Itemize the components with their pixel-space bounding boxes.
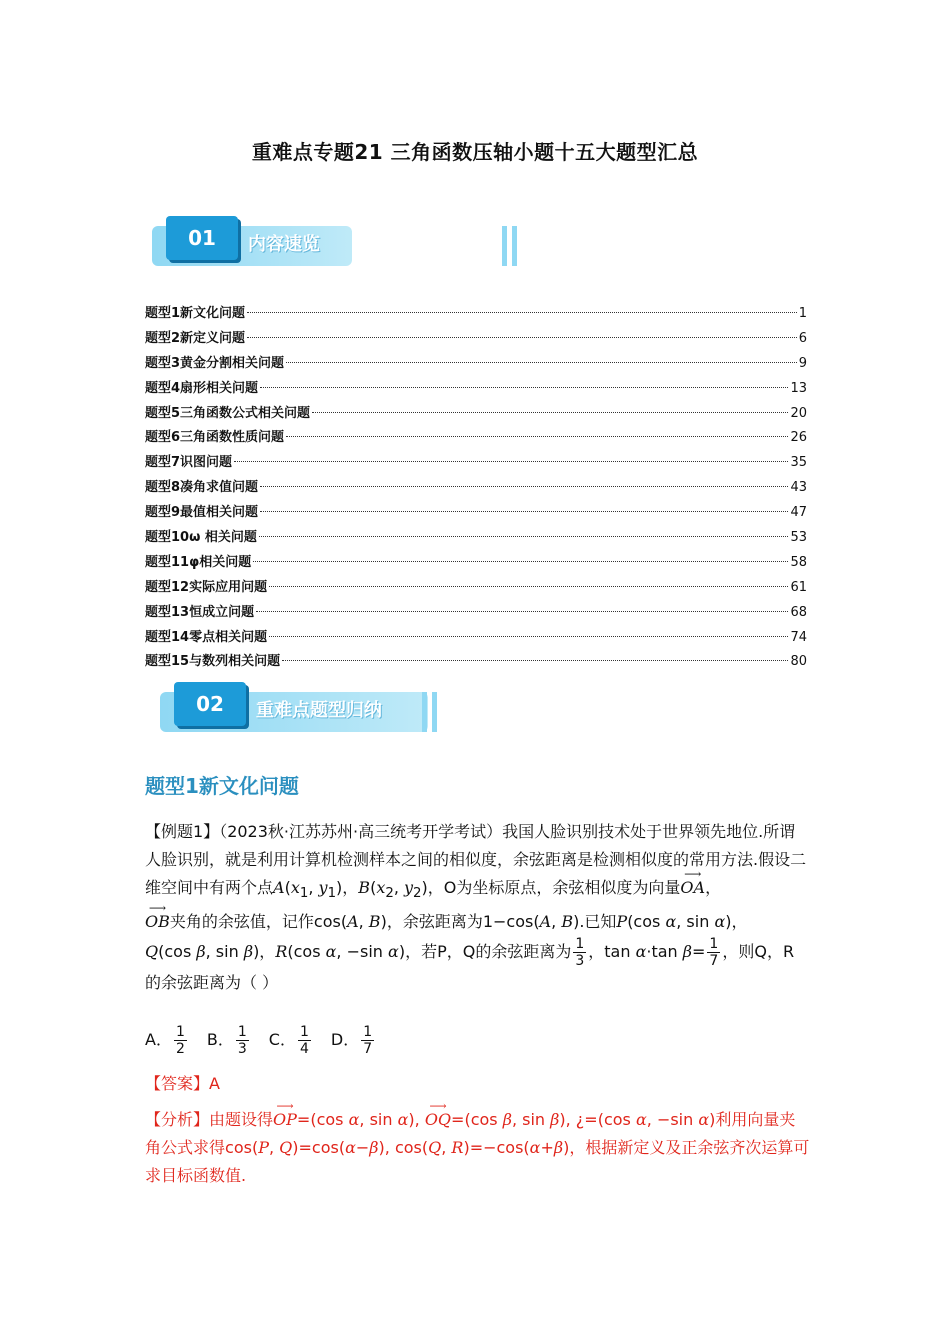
answer-value: A xyxy=(209,1074,220,1093)
banner-label: 内容速览 xyxy=(248,234,320,255)
analysis-label: 【分析】 xyxy=(145,1110,210,1129)
toc-leader xyxy=(247,312,797,313)
toc-leader xyxy=(282,660,788,661)
answer-line xyxy=(145,1070,810,1098)
toc-item-title: 题型8凑角求值问题 xyxy=(145,480,259,496)
option-c[interactable] xyxy=(269,1024,313,1057)
banner-label: 重难点题型归纳 xyxy=(256,700,382,721)
toc-leader xyxy=(247,337,797,338)
toc-item-page: 1 xyxy=(798,306,807,321)
toc-item[interactable] xyxy=(145,501,807,526)
example-question: 【例题1】（2023秋·江苏苏州·高三统考开学考试）我国人脸识别技术处于世界领先地位.所谓人脸识别，就是利用计算机检测样本之间的相似度，余弦距离是检测相似度的常用方法.假设二维空间中有两个点$A(x_1$, $y_1$)，$B(x_2$, $y_2$)，O为坐标原点，余弦相似度为向量⟶ OA， ⟶ OB夹角的余弦值，记作cos(A, B)，余弦距离为1−cos(A, B).已知P(cos α, sin α)， Q(cos β, sin β)，R(cos α, −sin α)，若P，Q的余弦距离为 $\frac{1}{3}$ ，tan α·tan β= $\frac{1}{7}$ ，则Q，R 的余弦距离为（ ） xyxy=(145,818,810,997)
toc-item-title: 题型6三角函数性质问题 xyxy=(145,430,285,446)
toc-item-title: 题型15与数列相关问题 xyxy=(145,654,281,670)
toc-item-page: 80 xyxy=(790,654,807,670)
toc-item-title: 题型9最值相关问题 xyxy=(145,505,259,521)
banner-number: 02 xyxy=(174,682,246,726)
toc-leader xyxy=(253,561,788,562)
toc-item[interactable] xyxy=(145,352,807,377)
toc-item[interactable] xyxy=(145,601,807,626)
option-letter: C． xyxy=(268,1030,296,1049)
option-b[interactable] xyxy=(207,1024,251,1057)
toc-item-title: 题型3黄金分割相关问题 xyxy=(145,355,285,371)
option-d[interactable] xyxy=(331,1024,376,1057)
toc-leader xyxy=(286,362,797,363)
toc-item[interactable] xyxy=(145,402,807,427)
option-letter: A． xyxy=(145,1030,172,1049)
toc-leader xyxy=(256,611,788,612)
toc-item-title: 题型13恒成立问题 xyxy=(145,604,255,620)
toc-item[interactable] xyxy=(145,626,807,651)
example-tag: 【例题1】 xyxy=(145,822,220,841)
toc-leader xyxy=(269,586,788,587)
toc-item[interactable] xyxy=(145,451,807,476)
table-of-contents xyxy=(145,302,807,675)
option-fraction: $\frac{1}{7}$ xyxy=(363,1024,373,1057)
answer-options xyxy=(145,1024,810,1057)
toc-leader xyxy=(259,536,789,537)
toc-item-page: 74 xyxy=(790,629,807,645)
toc-item-title: 题型12实际应用问题 xyxy=(145,579,268,595)
toc-item-page: 47 xyxy=(790,505,807,521)
toc-item[interactable] xyxy=(145,377,807,402)
toc-item[interactable] xyxy=(145,576,807,601)
section-title: 题型1新文化问题 xyxy=(145,774,299,798)
toc-item-title: 题型5三角函数公式相关问题 xyxy=(145,405,311,421)
option-letter: B． xyxy=(206,1030,234,1049)
page-title: 重难点专题21 三角函数压轴小题十五大题型汇总 xyxy=(251,140,699,164)
toc-leader xyxy=(260,486,788,487)
toc-leader xyxy=(234,461,788,462)
toc-item-title: 题型7识图问题 xyxy=(145,455,233,471)
toc-item-title: 题型4扇形相关问题 xyxy=(145,380,259,396)
banner-number: 01 xyxy=(166,216,238,260)
toc-item-title: 题型10ω 相关问题 xyxy=(145,530,257,546)
toc-item-page: 68 xyxy=(790,604,807,620)
toc-item-page: 43 xyxy=(790,480,807,496)
analysis: 【分析】由题设得⟶ OP=(cos α, sin α), ⟶ OQ=(cos β, sin β), ¿=(cos α, −sin α)利用向量夹角公式求得cos(P, Q)=cos(α−β), cos(Q, R)=−cos(α+β)，根据新定义及正余弦齐次运算可求目标函数值. xyxy=(145,1106,810,1190)
toc-item[interactable] xyxy=(145,476,807,501)
option-letter: D． xyxy=(330,1030,360,1049)
option-fraction: $\frac{1}{4}$ xyxy=(299,1024,309,1057)
toc-item-page: 35 xyxy=(790,455,807,471)
toc-item-title: 题型11φ相关问题 xyxy=(145,554,252,570)
toc-item-page: 26 xyxy=(790,430,807,446)
toc-leader xyxy=(286,436,788,437)
toc-item-page: 9 xyxy=(798,355,807,371)
toc-item[interactable] xyxy=(145,426,807,451)
toc-item[interactable] xyxy=(145,327,807,352)
toc-item-page: 6 xyxy=(798,330,807,346)
option-fraction: $\frac{1}{2}$ xyxy=(175,1024,185,1057)
toc-item-title: 题型1新文化问题 xyxy=(145,306,246,321)
toc-item[interactable] xyxy=(145,302,807,327)
toc-leader xyxy=(312,412,788,413)
toc-item-page: 20 xyxy=(790,405,807,421)
banner-types xyxy=(160,678,440,734)
toc-leader xyxy=(260,511,788,512)
toc-leader xyxy=(269,636,788,637)
toc-leader xyxy=(260,387,788,388)
example-source: （2023秋·江苏苏州·高三统考开学考试） xyxy=(219,822,503,841)
toc-item[interactable] xyxy=(145,526,807,551)
option-a[interactable] xyxy=(145,1024,189,1057)
toc-item-page: 53 xyxy=(790,530,807,546)
toc-item[interactable] xyxy=(145,551,807,576)
toc-item-page: 61 xyxy=(790,579,807,595)
banner-toc xyxy=(152,212,372,268)
option-fraction: $\frac{1}{3}$ xyxy=(237,1024,247,1057)
toc-item-page: 13 xyxy=(790,380,807,396)
toc-item-page: 58 xyxy=(790,554,807,570)
toc-item[interactable] xyxy=(145,650,807,675)
toc-item-title: 题型2新定义问题 xyxy=(145,330,246,346)
toc-item-title: 题型14零点相关问题 xyxy=(145,629,268,645)
answer-label: 【答案】 xyxy=(145,1074,210,1093)
